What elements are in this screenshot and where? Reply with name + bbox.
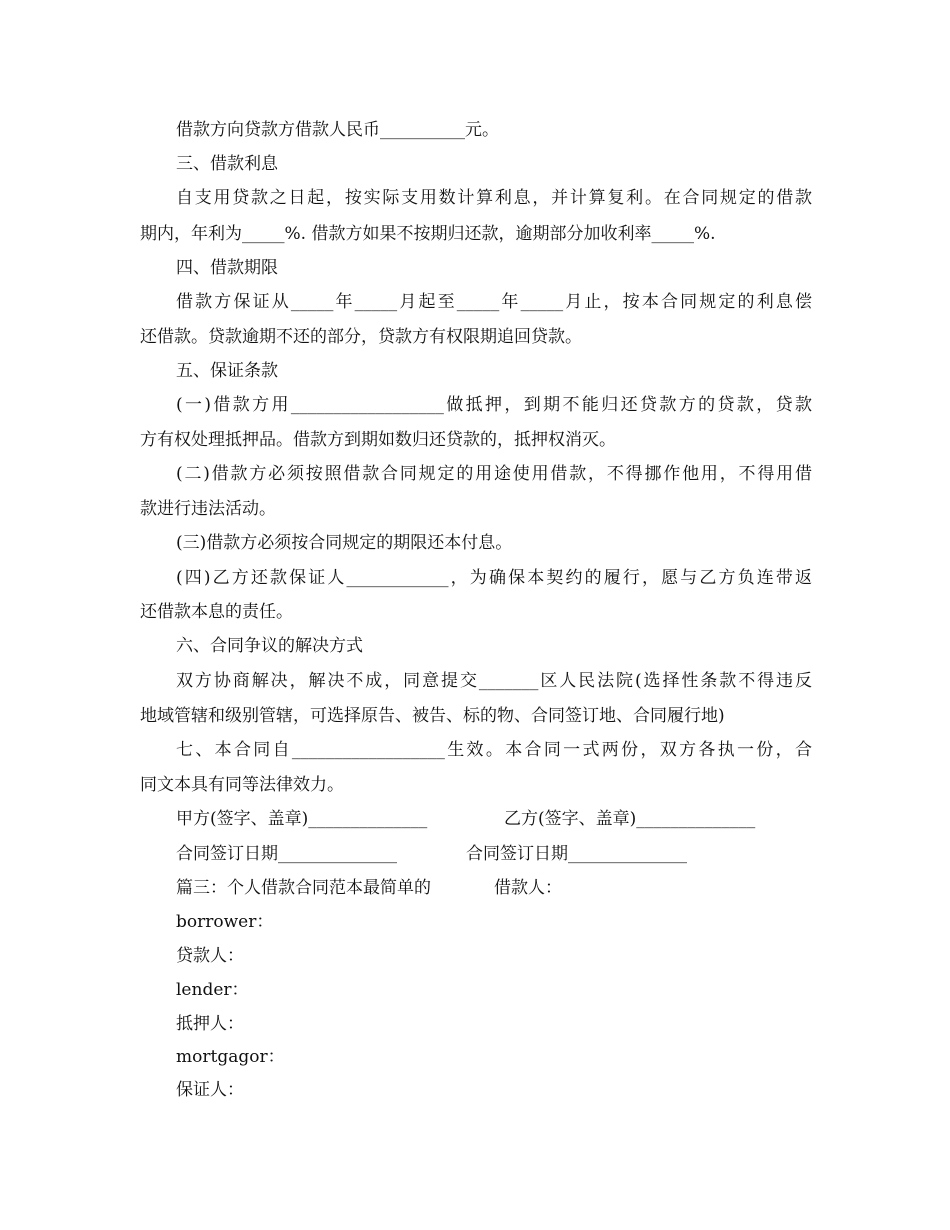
borrower-label-cn: 借款人： [494, 878, 562, 898]
interest-paragraph-line-2: 期内，年利为_____%. 借款方如果不按期归还款，逾期部分加收利率_____%. [140, 224, 716, 244]
lender-label-cn: 贷款人： [176, 946, 244, 966]
effective-paragraph-line-1: 七、本合同自__________________生效。本合同一式两份，双方各执一份，合 [176, 740, 812, 760]
effective-paragraph-line-2: 同文本具有同等法律效力。 [140, 775, 344, 795]
heading-interest: 三、借款利息 [176, 154, 278, 174]
guarantee-clause-1-line-1: (一)借款方用__________________做抵押，到期不能归还贷款方的贷款，贷款 [176, 395, 812, 415]
party-a-signature: 甲方(签字、盖章)______________ [176, 809, 428, 829]
guarantee-clause-3: (三)借款方必须按合同规定的期限还本付息。 [176, 533, 513, 553]
interest-paragraph-line-1: 自支用贷款之日起，按实际支用数计算利息，并计算复利。在合同规定的借款 [176, 188, 812, 208]
borrower-label-en: borrower： [176, 912, 274, 932]
mortgagor-label-en: mortgagor： [176, 1047, 285, 1067]
guarantor-label-cn: 保证人： [176, 1080, 244, 1100]
guarantee-clause-2-line-2: 款进行违法活动。 [140, 499, 276, 519]
heading-guarantee: 五、保证条款 [176, 361, 278, 381]
signing-date-b: 合同签订日期______________ [466, 844, 687, 864]
guarantee-clause-1-line-2: 方有权处理抵押品。借款方到期如数归还贷款的，抵押权消灭。 [140, 430, 616, 450]
guarantee-clause-4-line-2: 还借款本息的责任。 [140, 602, 293, 622]
term-paragraph-line-1: 借款方保证从_____年_____月起至_____年_____月止，按本合同规定的利息偿 [176, 292, 812, 312]
mortgagor-label-cn: 抵押人： [176, 1014, 244, 1034]
term-paragraph-line-2: 还借款。贷款逾期不还的部分，贷款方有权限期追回贷款。 [140, 327, 582, 347]
guarantee-clause-4-line-1: (四)乙方还款保证人____________，为确保本契约的履行，愿与乙方负连带返 [176, 568, 812, 588]
party-b-signature: 乙方(签字、盖章)______________ [504, 809, 756, 829]
loan-amount-line: 借款方向贷款方借款人民币__________元。 [176, 120, 499, 140]
guarantee-clause-2-line-1: (二)借款方必须按照借款合同规定的用途使用借款，不得挪作他用，不得用借 [176, 464, 812, 484]
heading-term: 四、借款期限 [176, 258, 278, 278]
dispute-paragraph-line-2: 地域管辖和级别管辖，可选择原告、被告、标的物、合同签订地、合同履行地) [140, 706, 725, 726]
lender-label-en: lender： [176, 980, 249, 1000]
signing-date-a: 合同签订日期______________ [176, 844, 397, 864]
section3-title: 篇三：个人借款合同范本最简单的 [176, 878, 431, 898]
heading-dispute: 六、合同争议的解决方式 [176, 636, 363, 656]
dispute-paragraph-line-1: 双方协商解决，解决不成，同意提交_______区人民法院(选择性条款不得违反 [176, 671, 812, 691]
